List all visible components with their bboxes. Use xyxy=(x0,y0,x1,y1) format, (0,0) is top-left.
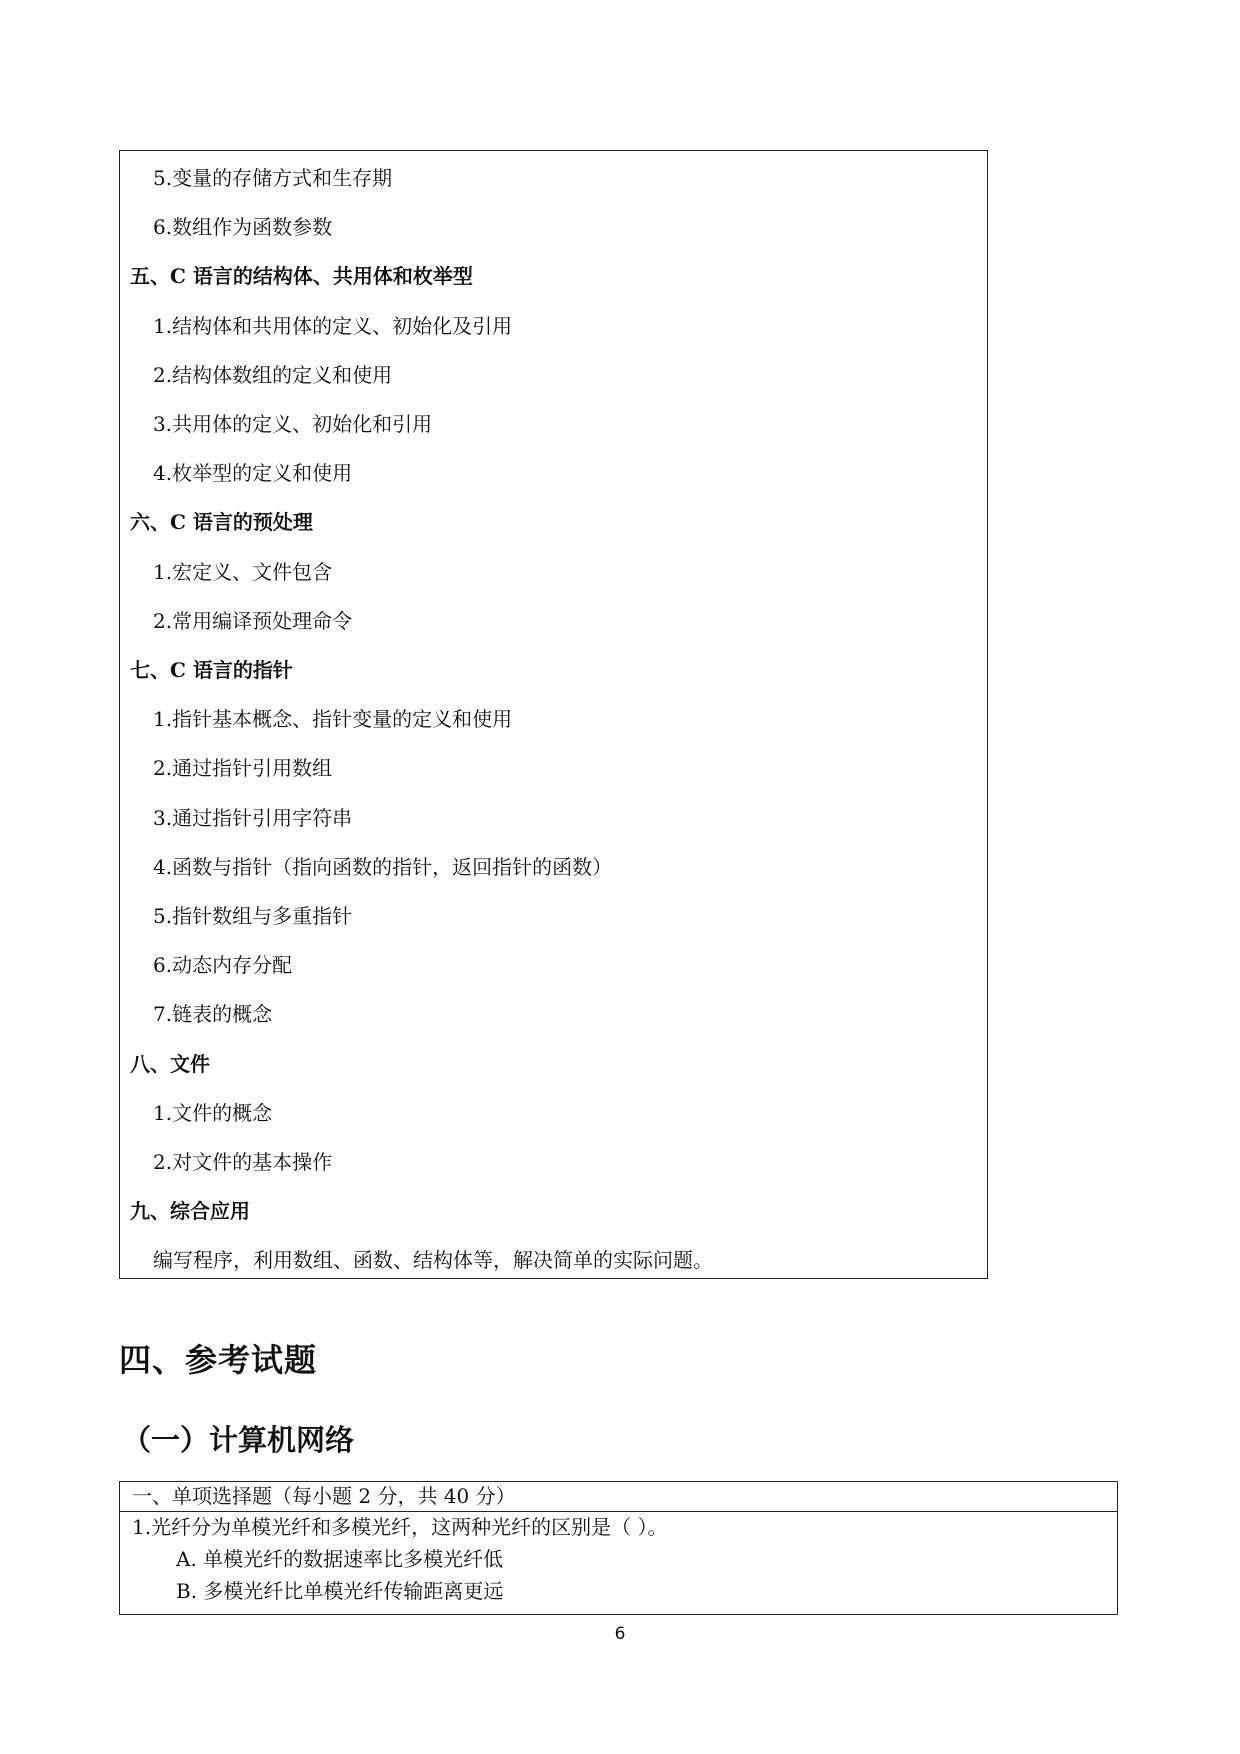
syllabus-item: 2.常用编译预处理命令 xyxy=(153,608,353,633)
exam-divider xyxy=(120,1511,1117,1512)
syllabus-item: 1.宏定义、文件包含 xyxy=(153,559,333,584)
syllabus-item: 4.函数与指针（指向函数的指针，返回指针的函数） xyxy=(153,854,613,879)
syllabus-item: 5.指针数组与多重指针 xyxy=(153,904,353,928)
subsection-title: （一）计算机网络 xyxy=(122,1423,355,1457)
syllabus-heading: 五、C 语言的结构体、共用体和枚举型 xyxy=(130,264,473,289)
syllabus-item: 3.共用体的定义、初始化和引用 xyxy=(153,412,433,436)
syllabus-item: 7.链表的概念 xyxy=(153,1002,273,1027)
syllabus-item: 3.通过指针引用字符串 xyxy=(153,805,353,830)
section-title: 四、参考试题 xyxy=(119,1341,318,1379)
syllabus-item: 2.通过指针引用数组 xyxy=(153,756,333,781)
exam-option-a: A. 单模光纤的数据速率比多模光纤低 xyxy=(176,1547,504,1571)
syllabus-item: 5.变量的存储方式和生存期 xyxy=(153,166,393,190)
syllabus-item: 编写程序，利用数组、函数、结构体等，解决简单的实际问题。 xyxy=(153,1248,713,1273)
exam-question: 1.光纤分为单模光纤和多模光纤，这两种光纤的区别是（ ）。 xyxy=(132,1515,668,1539)
syllabus-item: 1.结构体和共用体的定义、初始化及引用 xyxy=(153,313,513,338)
syllabus-item: 2.结构体数组的定义和使用 xyxy=(153,362,393,387)
syllabus-heading: 八、文件 xyxy=(130,1051,210,1076)
syllabus-item: 4.枚举型的定义和使用 xyxy=(153,461,353,486)
syllabus-heading: 七、C 语言的指针 xyxy=(130,658,293,682)
syllabus-item: 1.文件的概念 xyxy=(153,1100,273,1125)
syllabus-heading: 六、C 语言的预处理 xyxy=(130,510,313,535)
syllabus-item: 2.对文件的基本操作 xyxy=(153,1150,333,1174)
syllabus-item: 6.数组作为函数参数 xyxy=(153,215,333,240)
syllabus-table xyxy=(119,150,988,1279)
exam-option-b: B. 多模光纤比单模光纤传输距离更远 xyxy=(176,1579,504,1603)
exam-table xyxy=(119,1481,1118,1615)
exam-instruction: 一、单项选择题（每小题 2 分，共 40 分） xyxy=(132,1484,516,1508)
syllabus-heading: 九、综合应用 xyxy=(130,1199,250,1224)
syllabus-item: 6.动态内存分配 xyxy=(153,953,293,978)
syllabus-item: 1.指针基本概念、指针变量的定义和使用 xyxy=(153,707,513,732)
page-number: 6 xyxy=(614,1624,626,1644)
